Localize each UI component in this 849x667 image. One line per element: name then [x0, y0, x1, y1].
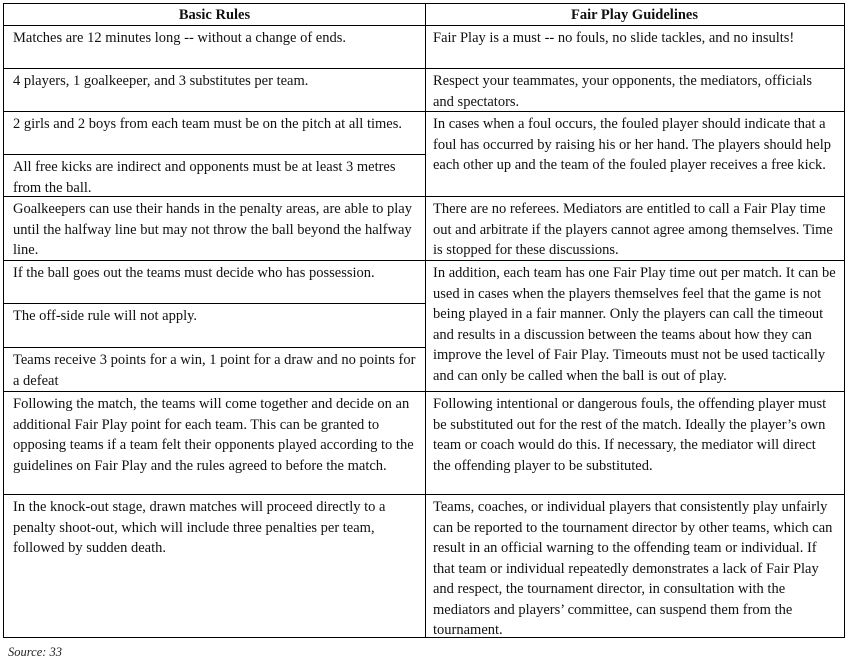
fair-play-cell: Fair Play is a must -- no fouls, no slide tackles, and no insults! — [425, 26, 844, 69]
fair-play-column — [425, 4, 844, 637]
fair-play-cell: Respect your teammates, your opponents, the mediators, officials and spectators. — [425, 69, 844, 112]
basic-rule-cell: 4 players, 1 goalkeeper, and 3 substitutes per team. — [4, 69, 425, 112]
rules-table — [3, 3, 845, 638]
fair-play-cell: In addition, each team has one Fair Play time out per match. It can be used in cases when the players themselves feel that the game is not being played in a fair manner. Only the players can call the timeout and results in a discussion between the teams about how they can improve the level of Fair Play. Timeouts must not be used tactically and can only be called when the ball is out of play. — [425, 261, 844, 392]
fair-play-cell: In cases when a foul occurs, the fouled player should indicate that a foul has occurred by raising his or her hand. The players should help each other up and the team of the fouled player receives a free kick. — [425, 112, 844, 197]
basic-rule-cell: All free kicks are indirect and opponents must be at least 3 metres from the ball. — [4, 155, 425, 197]
source-caption: Source: 33 — [8, 645, 63, 659]
basic-rule-cell: The off-side rule will not apply. — [4, 304, 425, 348]
fair-play-cell: Teams, coaches, or individual players that consistently play unfairly can be reported to the tournament director by other teams, which can result in an official warning to the offending team or individual. If that team or individual repeatedly demonstrates a lack of Fair Play and respect, the tournament director, in consultation with the mediators and players’ committee, can suspend them from the tournament. — [433, 499, 833, 638]
basic-rule-cell: Following the match, the teams will come together and decide on an additional Fair Play point for each team. This can be granted to opposing teams if a team felt their opponents played according to the guidelines on Fair Play and the rules agreed to before the match. — [4, 392, 425, 495]
basic-rule-cell: Matches are 12 minutes long -- without a change of ends. — [4, 26, 425, 69]
basic-rule-cell: Teams receive 3 points for a win, 1 point for a draw and no points for a defeat — [4, 348, 425, 392]
fair-play-cell: Following intentional or dangerous fouls, the offending player must be substituted out for the rest of the match. Ideally the player’s own team or coach would do this. If necessary, the mediator will direct the offending player to be substituted. — [425, 392, 844, 495]
basic-rules-header: Basic Rules — [4, 4, 425, 26]
fair-play-header: Fair Play Guidelines — [425, 4, 844, 26]
basic-rule-cell: In the knock-out stage, drawn matches will proceed directly to a penalty shoot-out, which will include three penalties per team, followed by sudden death. — [13, 499, 386, 556]
basic-rules-column — [4, 4, 426, 637]
fair-play-cell: There are no referees. Mediators are entitled to call a Fair Play time out and arbitrate if the players cannot agree among themselves. Time is stopped for these discussions. — [425, 197, 844, 261]
basic-rule-cell: 2 girls and 2 boys from each team must be on the pitch at all times. — [4, 112, 425, 155]
basic-rule-cell: If the ball goes out the teams must decide who has possession. — [4, 261, 425, 304]
basic-rule-cell: Goalkeepers can use their hands in the penalty areas, are able to play until the halfway line but may not throw the ball beyond the halfway line. — [4, 197, 425, 261]
